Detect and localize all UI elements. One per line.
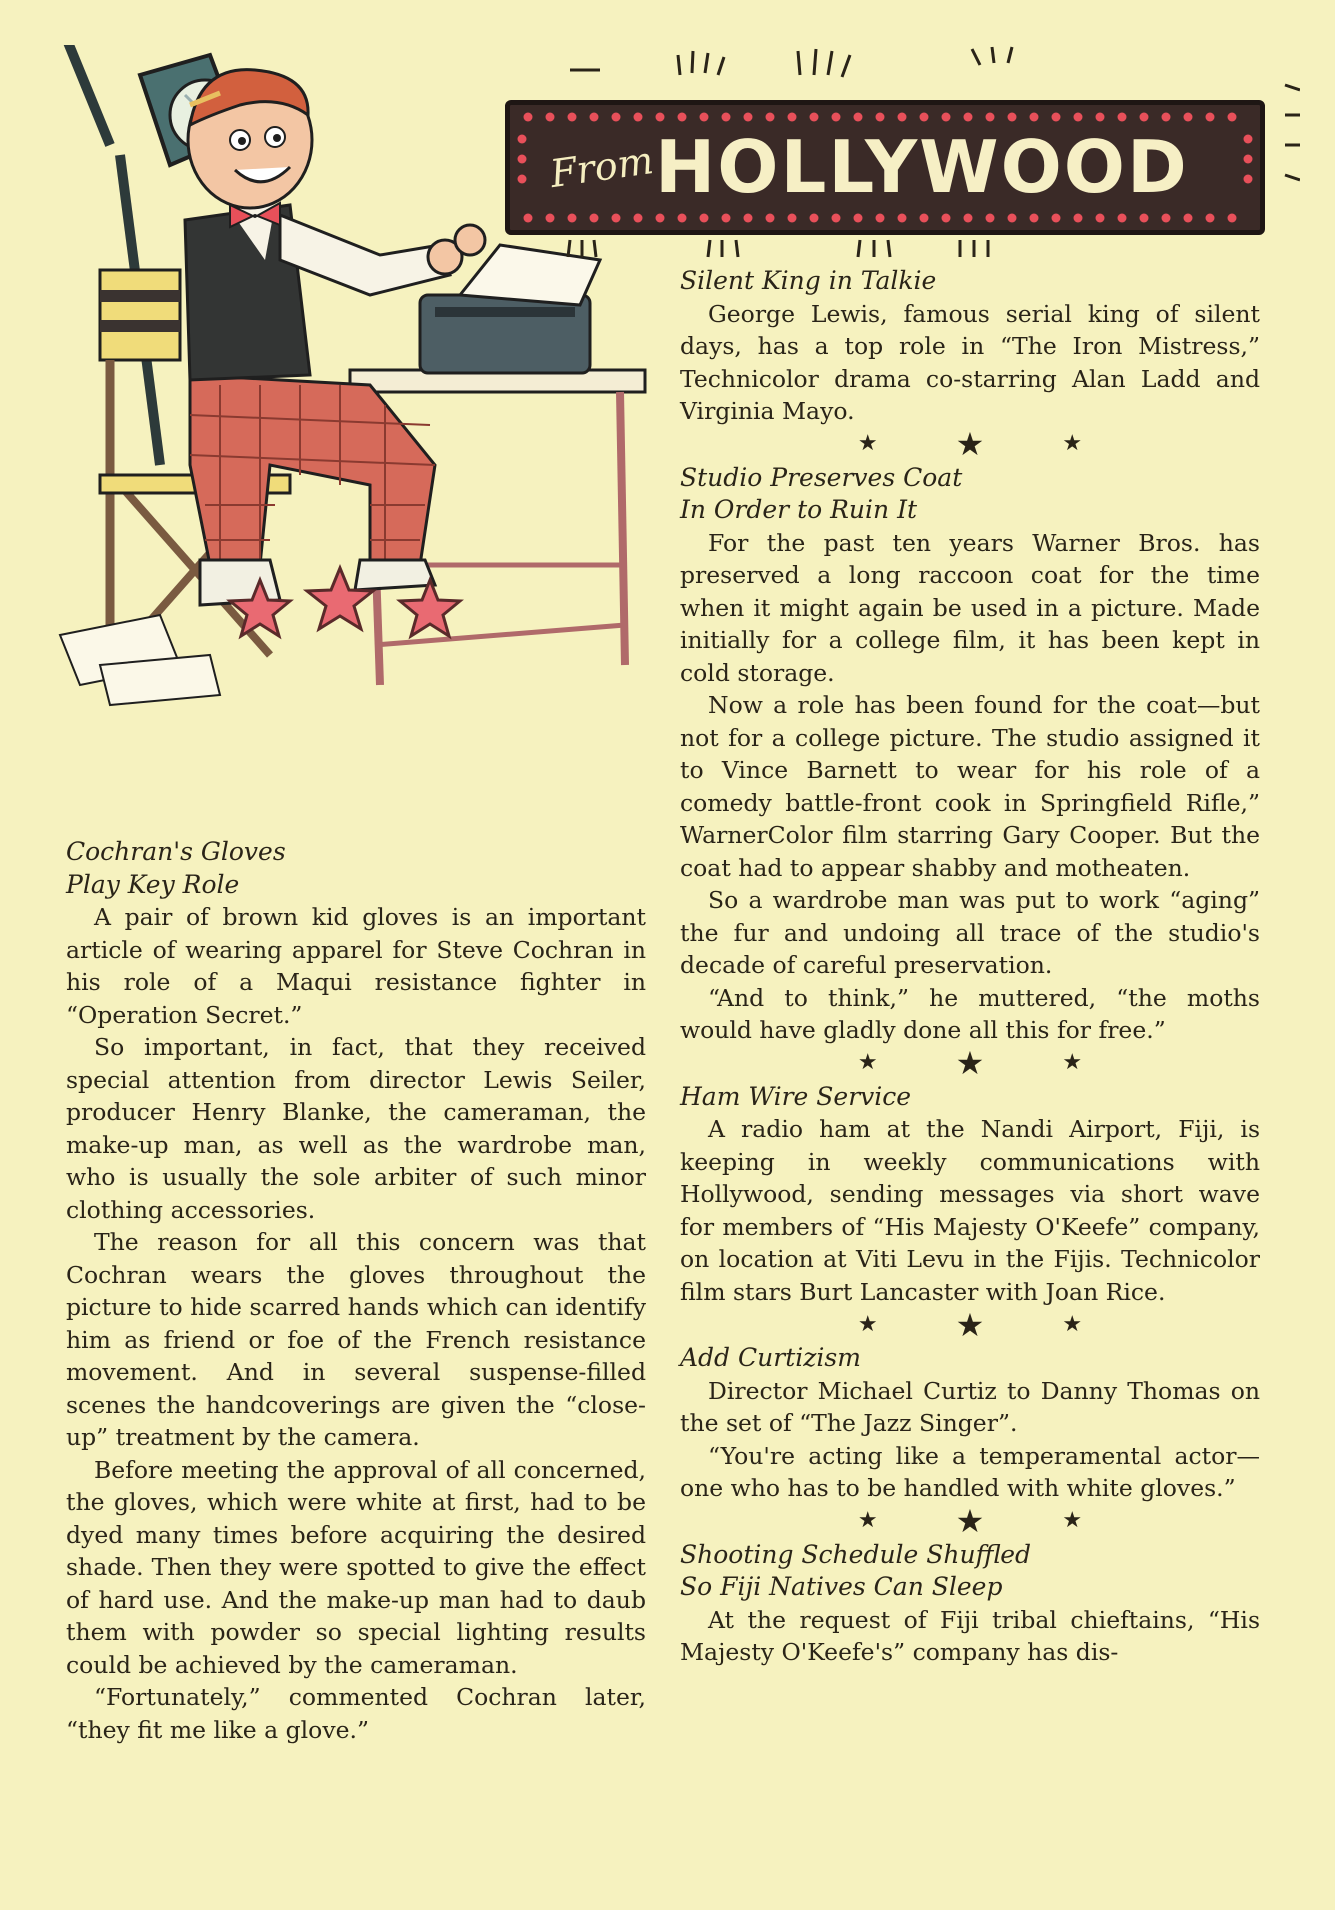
marquee-bulb — [1244, 155, 1253, 164]
star-separator — [680, 1305, 1260, 1344]
marquee-bulb — [1184, 113, 1193, 122]
marquee-bulb — [1008, 113, 1017, 122]
star-separator — [680, 425, 1260, 464]
marquee-bulb — [898, 214, 907, 223]
star-icon: ★ — [857, 1050, 878, 1076]
marquee-bulb — [1228, 113, 1237, 122]
article-heading: Studio Preserves Coat — [680, 462, 963, 492]
article — [680, 265, 1260, 428]
article-paragraph: Now a role has been found for the coat—but not for a college picture. The studio assigned it to Vince Barnett to wear for his role of a comedy battle-front cook in Springfield Rifle,” WarnerColor film starring Gary Cooper. But the coat had to appear shabby and motheaten. — [680, 691, 1260, 882]
article-paragraph: So a wardrobe man was put to work “aging” the fur and undoing all trace of the studio's decade of careful preservation. — [680, 886, 1260, 979]
marquee-bulb — [1162, 113, 1171, 122]
article-heading: In Order to Ruin It — [680, 495, 917, 524]
marquee-bulb — [964, 113, 973, 122]
star-icon: ★ — [1062, 1311, 1083, 1337]
marquee-bulb — [1140, 113, 1149, 122]
article-heading: Add Curtizism — [680, 1343, 861, 1372]
marquee-bulb — [518, 135, 527, 144]
marquee-bulb — [854, 214, 863, 223]
marquee-bulb — [524, 214, 533, 223]
marquee-bulb — [656, 214, 665, 223]
article-paragraph: “You're acting like a temperamental actor—one who has to be handled with white gloves.” — [680, 1441, 1260, 1502]
star-icon: ★ — [955, 425, 985, 464]
article-heading: Ham Wire Service — [680, 1081, 912, 1111]
article-paragraph: For the past ten years Warner Bros. has preserved a long raccoon coat for the time when it might again be used in a picture. Made initially for a college film, it has been kept in cold storage. — [680, 528, 1260, 687]
article-paragraph: At the request of Fiji tribal chieftains, “His Majesty O'Keefe's” company has dis- — [680, 1605, 1260, 1666]
marquee-bulb — [700, 113, 709, 122]
article-paragraph: A pair of brown kid gloves is an important article of wearing apparel for Steve Cochran in his role of a Maqui resistance fighter in “Operation Secret.” — [66, 903, 646, 1029]
article-paragraph: So important, in fact, that they received special attention from director Lewis Seiler, producer Henry Blanke, the cameraman, the make-up man, as well as the wardrobe man, who is usually the sole arbiter of such minor clothing accessories. — [66, 1033, 646, 1224]
marquee-bulb — [832, 113, 841, 122]
marquee-bulb — [1030, 214, 1039, 223]
marquee-bulb — [898, 113, 907, 122]
marquee-bulb — [1096, 214, 1105, 223]
marquee-bulb — [612, 214, 621, 223]
article — [680, 1342, 1260, 1505]
marquee-bulb — [1206, 214, 1215, 223]
marquee-bulb — [722, 214, 731, 223]
article-paragraph: Before meeting the approval of all concerned, the gloves, which were white at first, had to be dyed many times before acquiring the desired shade. Then they were spotted to give the effect of hard use. And the make-up man had to daub them with powder so special lighting results could be achieved by the cameraman. — [66, 1455, 646, 1679]
article-heading: Play Key Role — [66, 869, 240, 899]
article-paragraph: “Fortunately,” commented Cochran later, “they fit me like a glove.” — [66, 1683, 646, 1744]
marquee-bulb — [1140, 214, 1149, 223]
marquee-bulb — [590, 113, 599, 122]
marquee-bulb — [876, 113, 885, 122]
marquee-bulb — [810, 113, 819, 122]
star-icon: ★ — [955, 1502, 985, 1541]
marquee-bulb — [1206, 113, 1215, 122]
star-icon: ★ — [955, 1044, 985, 1083]
marquee-bulb — [612, 113, 621, 122]
article — [680, 1081, 1260, 1309]
marquee-bulb — [700, 214, 709, 223]
article-paragraph: The reason for all this concern was that Cochran wears the gloves throughout the picture to hide scarred hands which can identify him as friend or foe of the French resistance movement. And in several suspense-filled scenes the handcoverings are given the “close-up” treatment by the camera. — [66, 1228, 646, 1451]
marquee-title: HOLLYWOOD — [655, 125, 1189, 209]
marquee-bulb — [744, 214, 753, 223]
article — [66, 836, 646, 1746]
marquee-bulb — [964, 214, 973, 223]
marquee-bulb — [1244, 175, 1253, 184]
marquee-bulb — [766, 214, 775, 223]
marquee-bulb — [986, 214, 995, 223]
marquee-bulb — [942, 113, 951, 122]
article-paragraph: Director Michael Curtiz to Danny Thomas on the set of “The Jazz Singer”. — [680, 1376, 1260, 1437]
star-icon: ★ — [955, 1305, 985, 1344]
hollywood-marquee-sign — [505, 100, 1265, 235]
marquee-bulb — [546, 113, 555, 122]
marquee-bulb — [1008, 214, 1017, 223]
star-icon: ★ — [857, 431, 878, 457]
marquee-bulb — [1096, 113, 1105, 122]
marquee-bulb — [1030, 113, 1039, 122]
article-heading: Silent King in Talkie — [680, 266, 937, 295]
marquee-bulb — [634, 214, 643, 223]
star-icon: ★ — [1062, 1050, 1083, 1076]
star-icon: ★ — [857, 1508, 878, 1534]
marquee-bulb — [854, 113, 863, 122]
marquee-bulb — [766, 113, 775, 122]
marquee-bulb — [722, 113, 731, 122]
marquee-bulb — [518, 155, 527, 164]
marquee-bulb — [568, 113, 577, 122]
marquee-bulb — [1118, 113, 1127, 122]
marquee-bulb — [1162, 214, 1171, 223]
marquee-bulb — [810, 214, 819, 223]
marquee-bulb — [1052, 113, 1061, 122]
marquee-bulb — [1184, 214, 1193, 223]
article — [680, 1539, 1260, 1669]
left-column — [66, 836, 646, 1746]
article-heading: Cochran's Gloves — [66, 837, 286, 866]
marquee-bulb — [568, 214, 577, 223]
marquee-bulb — [876, 214, 885, 223]
marquee-bulb — [788, 214, 797, 223]
marquee-bulb — [634, 113, 643, 122]
article-heading: So Fiji Natives Can Sleep — [680, 1572, 1003, 1601]
article-paragraph: George Lewis, famous serial king of silent days, has a top role in “The Iron Mistress,” Technicolor drama co-starring Alan Ladd and Virginia Mayo. — [680, 299, 1260, 425]
marquee-bulb — [744, 113, 753, 122]
article — [680, 462, 1260, 1047]
marquee-bulb — [1074, 214, 1083, 223]
star-separator — [680, 1502, 1260, 1541]
marquee-bulb — [1228, 214, 1237, 223]
marquee-bulb — [678, 214, 687, 223]
article-paragraph: “And to think,” he muttered, “the moths would have gladly done all this for free.” — [680, 983, 1260, 1044]
marquee-bulb — [1244, 135, 1253, 144]
star-separator — [680, 1044, 1260, 1083]
marquee-bulb — [524, 113, 533, 122]
right-column — [680, 265, 1260, 1669]
marquee-bulb — [1052, 214, 1061, 223]
marquee-bulb — [656, 113, 665, 122]
marquee-bulb — [518, 175, 527, 184]
marquee-bulb — [920, 113, 929, 122]
star-icon: ★ — [1062, 431, 1083, 457]
marquee-bulb — [920, 214, 929, 223]
marquee-bulb — [1118, 214, 1127, 223]
article-paragraph: A radio ham at the Nandi Airport, Fiji, is keeping in weekly communications with Hollywood, sending messages via short wave for members of “His Majesty O'Keefe” company, on location at Viti Levu in the Fijis. Technicolor film stars Burt Lancaster with Joan Rice. — [680, 1115, 1260, 1306]
marquee-bulb — [788, 113, 797, 122]
marquee-bulb — [546, 214, 555, 223]
star-icon: ★ — [1062, 1508, 1083, 1534]
marquee-prefix: From — [547, 138, 657, 196]
marquee-bulb — [986, 113, 995, 122]
article-heading: Shooting Schedule Shuffled — [680, 1539, 1032, 1569]
marquee-bulb — [942, 214, 951, 223]
marquee-bulb — [832, 214, 841, 223]
marquee-bulb — [1074, 113, 1083, 122]
marquee-bulb — [678, 113, 687, 122]
marquee-bulb — [590, 214, 599, 223]
star-icon: ★ — [857, 1311, 878, 1337]
